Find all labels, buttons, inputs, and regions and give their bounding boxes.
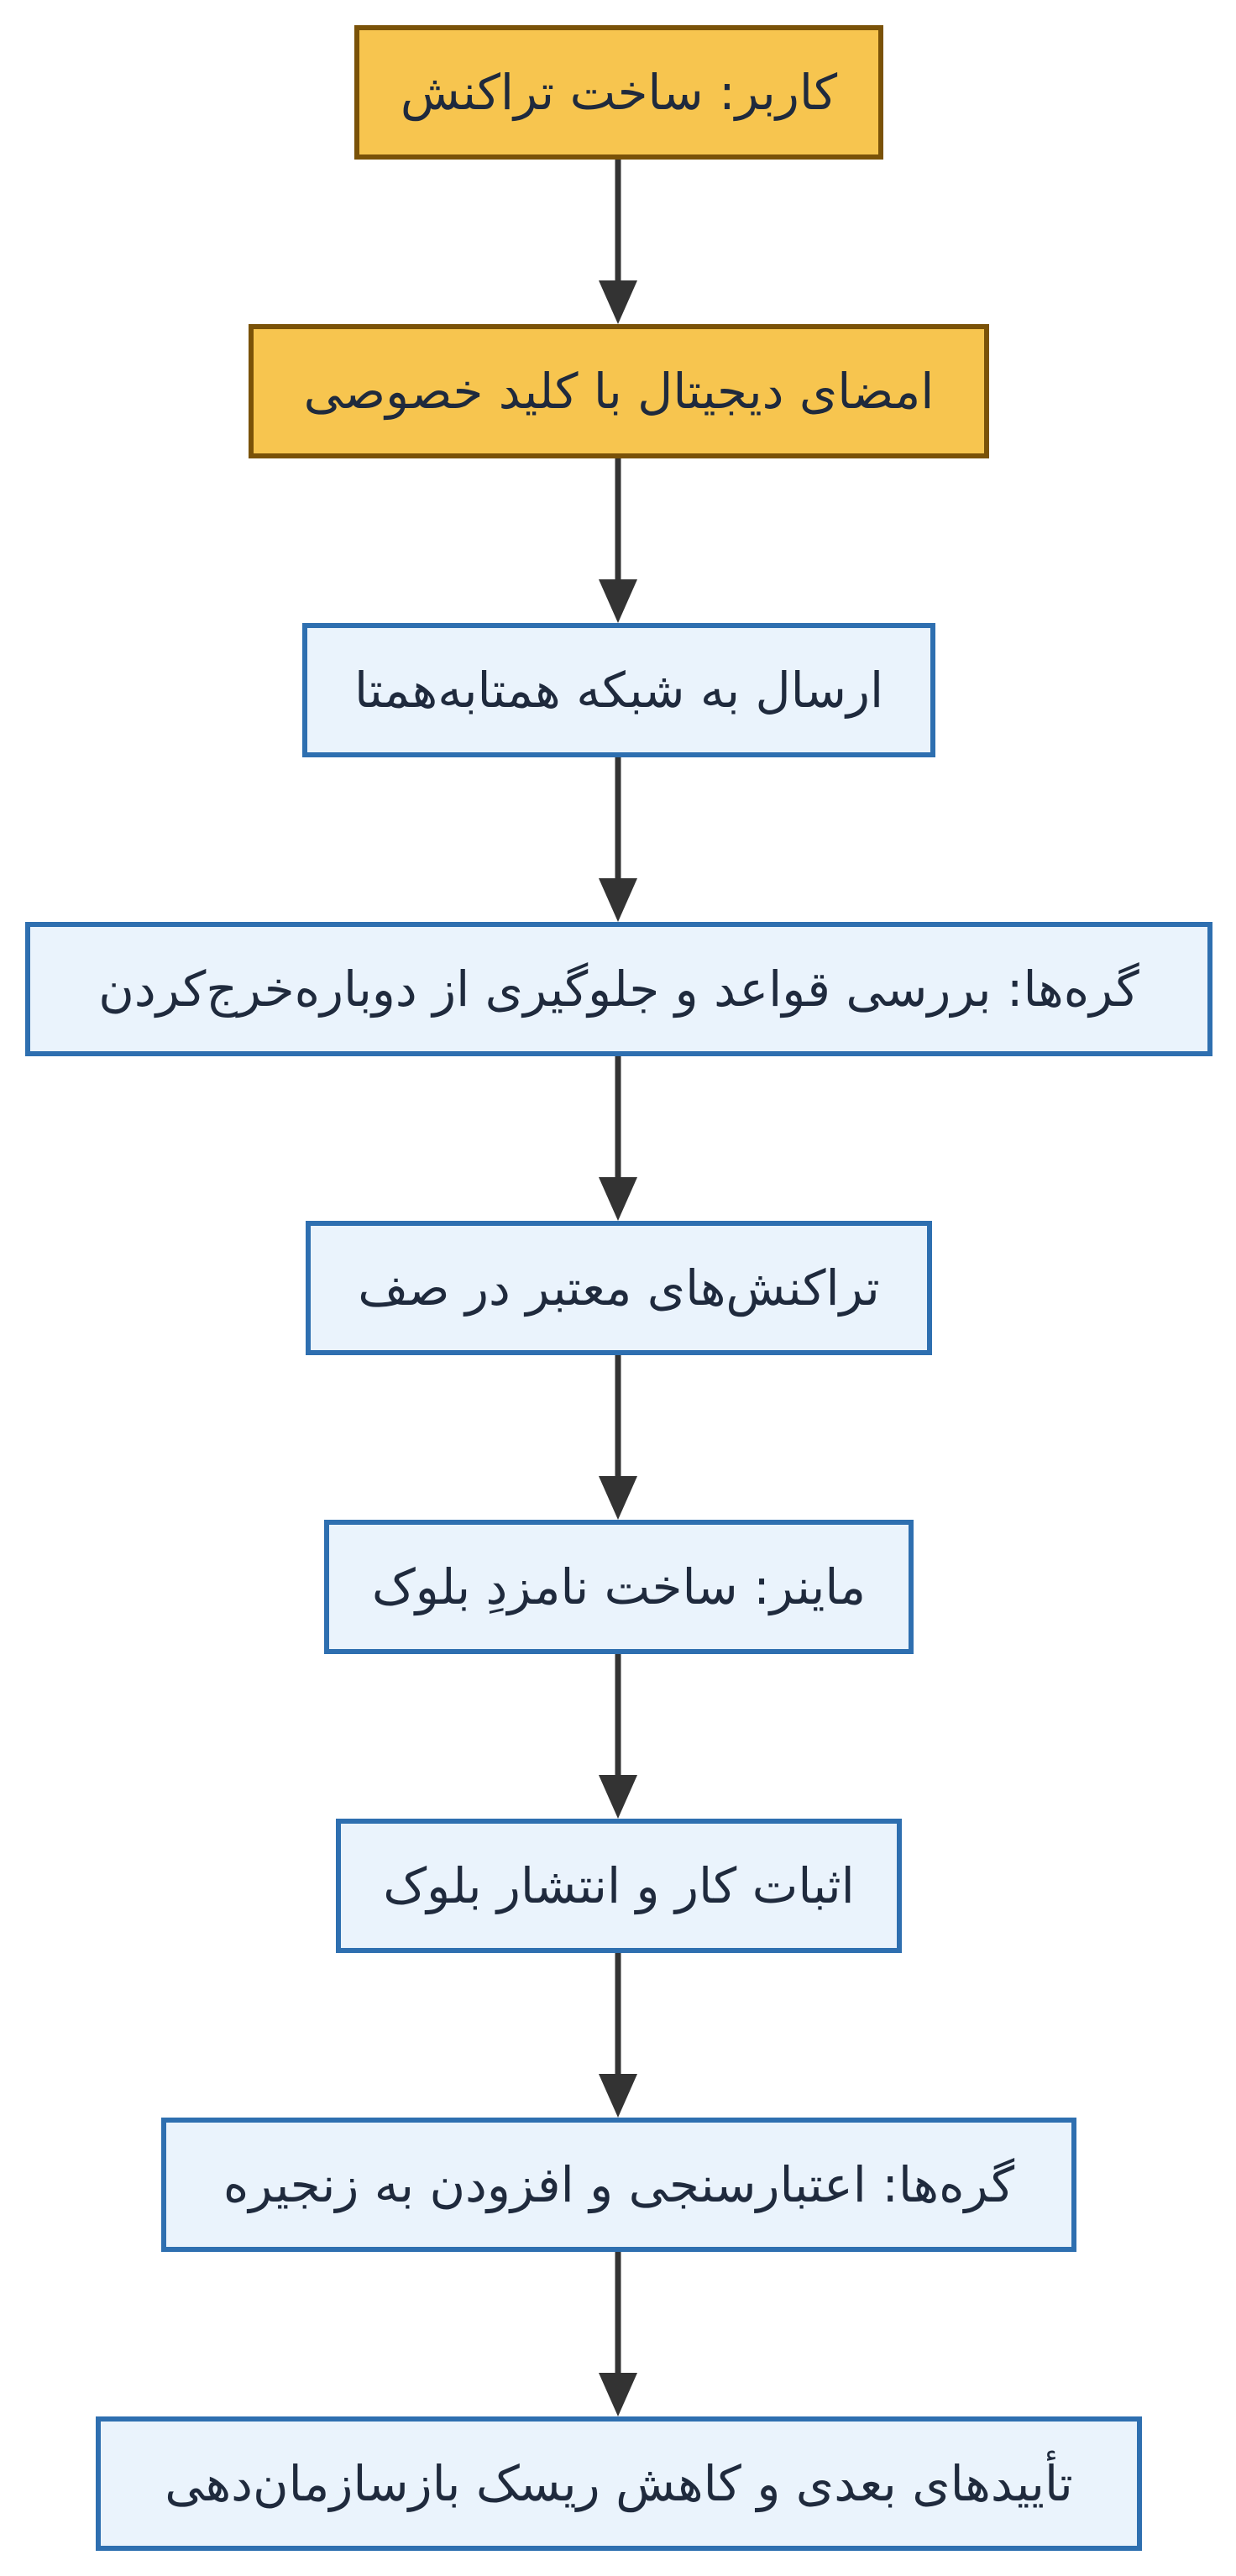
node-nodes-validate-append [161, 2118, 1076, 2252]
arrowhead-icon [599, 878, 637, 922]
arrowhead-icon [599, 2373, 637, 2416]
arrowhead-icon [599, 280, 637, 324]
arrowhead-icon [599, 579, 637, 623]
node-label: گره‌ها: بررسی قواعد و جلوگیری از دوباره‌خرج‌کردن [98, 961, 1139, 1018]
arrowhead-icon [599, 1177, 637, 1221]
node-confirmations-reorg-risk [96, 2416, 1142, 2551]
arrowhead-icon [599, 1775, 637, 1819]
node-label: ماینر: ساخت نامزدِ بلوک [371, 1558, 867, 1615]
node-digital-signature [249, 324, 989, 458]
node-broadcast-p2p [302, 623, 935, 757]
node-miner-candidate-block [324, 1520, 914, 1654]
node-label: اثبات کار و انتشار بلوک [383, 1857, 855, 1914]
node-user-create-transaction [354, 25, 883, 160]
node-proof-of-work-publish [336, 1819, 902, 1953]
node-nodes-validate-rules [25, 922, 1212, 1056]
node-label: گره‌ها: اعتبارسنجی و افزودن به زنجیره [223, 2156, 1015, 2213]
node-label: ارسال به شبکه همتابه‌همتا [354, 662, 884, 719]
node-mempool-queue [306, 1221, 932, 1355]
node-label: تأییدهای بعدی و کاهش ریسک بازسازمان‌دهی [165, 2455, 1073, 2512]
arrowhead-icon [599, 2074, 637, 2118]
node-label: تراکنش‌های معتبر در صف [358, 1259, 880, 1317]
node-label: امضای دیجیتال با کلید خصوصی [303, 363, 935, 420]
arrowhead-icon [599, 1476, 637, 1520]
node-label: کاربر: ساخت تراکنش [400, 64, 838, 121]
